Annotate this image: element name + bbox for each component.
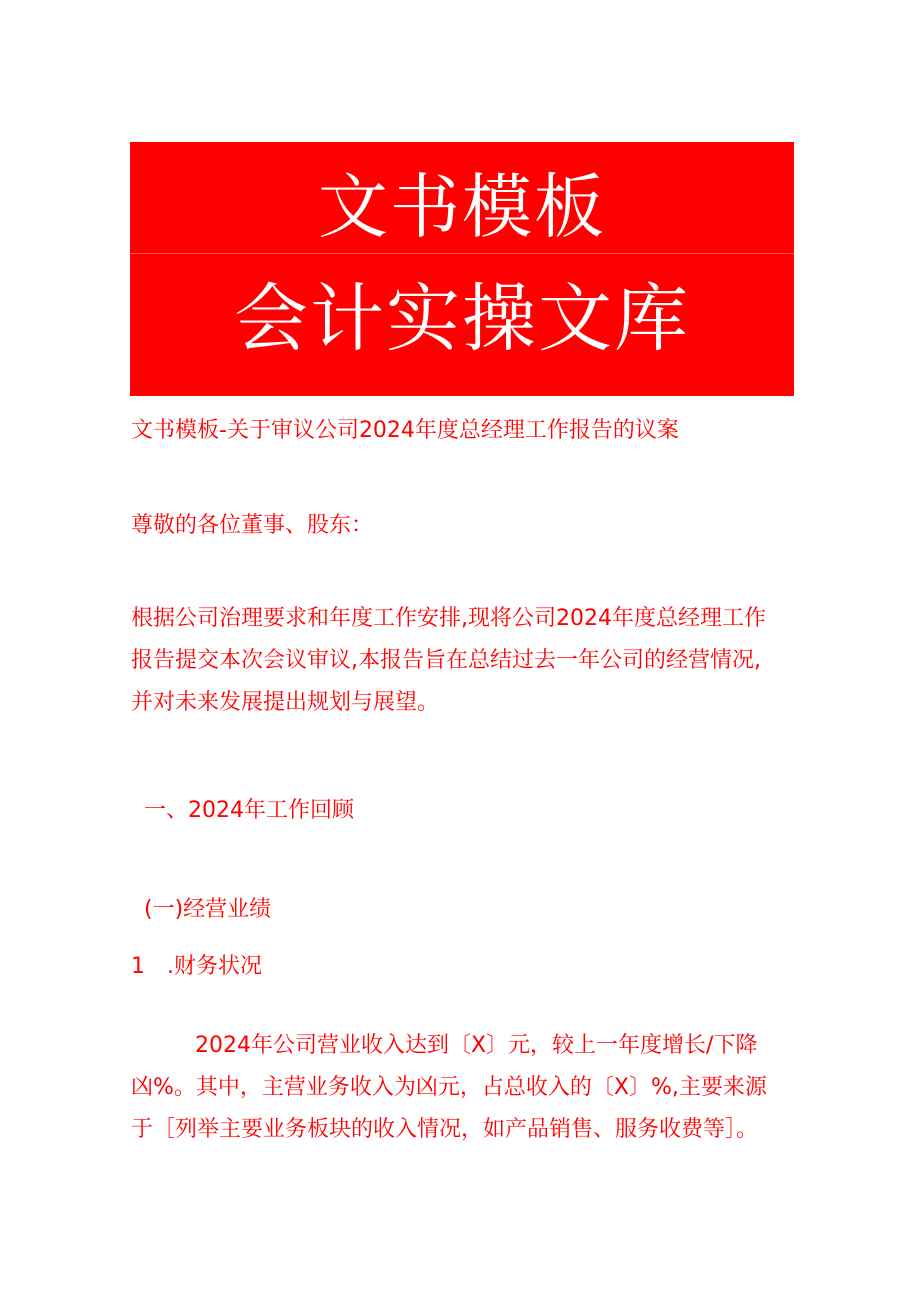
financial-line: 于［列举主要业务板块的收入情况，如产品销售、服务收费等］。 xyxy=(131,1117,759,1142)
intro-line: 并对未来发展提出规划与展望。 xyxy=(131,690,440,715)
banner-subtitle: 会计实操文库 xyxy=(234,276,690,362)
cover-banner xyxy=(130,142,794,396)
item-heading: 1 .财务状况 xyxy=(131,954,262,979)
banner-divider xyxy=(130,253,794,254)
banner-title: 文书模板 xyxy=(318,166,606,248)
intro-line: 报告提交本次会议审议,本报告旨在总结过去一年公司的经营情况, xyxy=(131,648,761,673)
intro-paragraph xyxy=(131,598,811,724)
salutation: 尊敬的各位董事、股东： xyxy=(131,513,374,538)
financial-line: 2024年公司营业收入达到〔X〕元，较上一年度增长/下降 xyxy=(195,1033,758,1058)
financial-line: 凶%。其中，主营业务收入为凶元，占总收入的〔X〕%,主要来源 xyxy=(131,1075,767,1100)
intro-line: 根据公司治理要求和年度工作安排,现将公司2024年度总经理工作 xyxy=(131,606,766,631)
document-title: 文书模板-关于审议公司2024年度总经理工作报告的议案 xyxy=(131,418,679,443)
subsection-heading: (一)经营业绩 xyxy=(144,897,272,922)
financial-paragraph xyxy=(131,1025,821,1151)
section-heading: 一、2024年工作回顾 xyxy=(144,798,354,823)
